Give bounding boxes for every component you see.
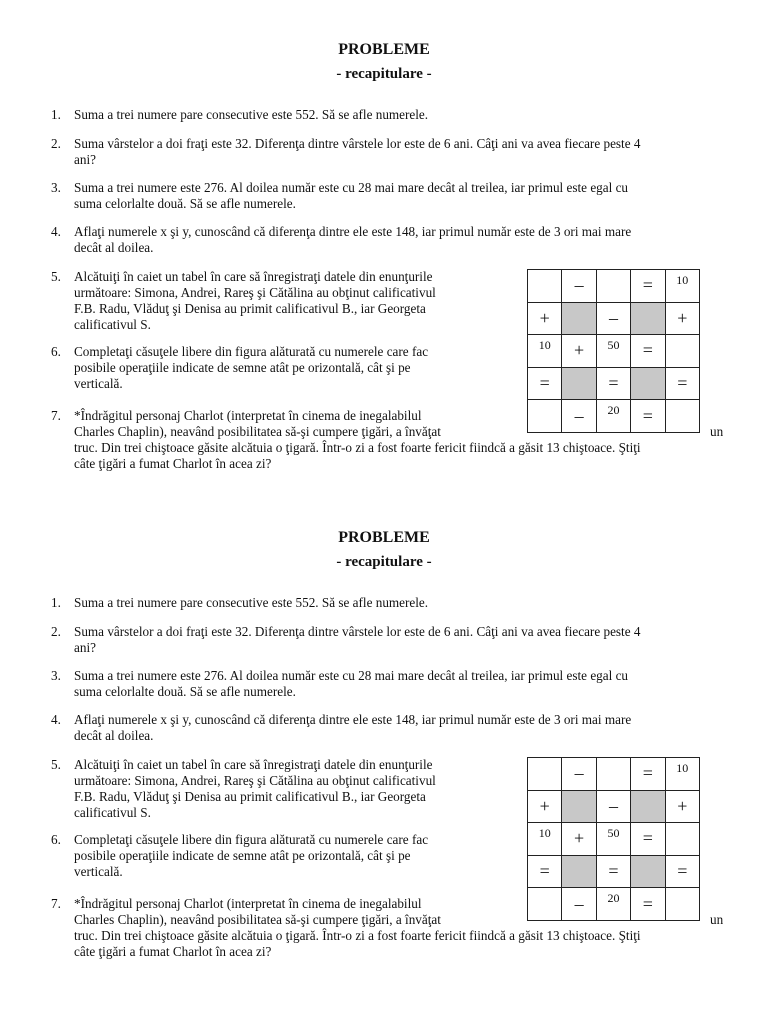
- grid-cell-empty: [596, 270, 630, 303]
- problem-text-line: Completaţi căsuţele libere din figura alăturată cu numerele care fac: [74, 344, 429, 359]
- grid-cell-empty: [528, 758, 562, 791]
- problem-text-line: truc. Din trei chiştoace găsite alcătuia o ţigară. Într-o zi a fost foarte fericit fiindcă a găsit 13 chiştoace. Ştiţi: [74, 928, 641, 943]
- grid-cell-empty: [528, 400, 562, 433]
- problem-text-line: Alcătuiţi în caiet un tabel în care să înregistraţi datele din enunţurile: [74, 269, 433, 284]
- grid-row: [528, 367, 700, 400]
- operations-grid: [527, 269, 700, 433]
- grid-cell-plus: +: [562, 335, 596, 368]
- grid-cell-empty: [665, 823, 699, 856]
- problem-number: 6.: [51, 832, 61, 847]
- grid-row: [528, 888, 700, 921]
- grid-cell-minus: –: [562, 758, 596, 791]
- grid-row: [528, 758, 700, 791]
- problem-3: [51, 668, 739, 700]
- page-title: PROBLEME: [338, 41, 430, 58]
- problem-text-line: F.B. Radu, Vlăduţ şi Denisa au primit calificativul B., iar Georgeta: [74, 789, 426, 804]
- problem-text-line: suma celorlalte două. Să se afle numerele.: [74, 684, 296, 699]
- problem-text-line: câte ţigări a fumat Charlot în acea zi?: [74, 944, 272, 959]
- problem-number: 6.: [51, 344, 61, 359]
- grid-cell-empty: [596, 758, 630, 791]
- problem-3: [51, 180, 739, 212]
- grid-cell-minus: –: [596, 302, 630, 335]
- grid-cell-plus: +: [528, 790, 562, 823]
- grid-cell-equals: =: [665, 855, 699, 888]
- problem-text-line: *Îndrăgitul personaj Charlot (interpretat în cinema de inegalabilul: [74, 408, 422, 423]
- grid-cell-empty: [665, 400, 699, 433]
- grid-cell-equals: =: [631, 758, 665, 791]
- grid-cell-shaded: [631, 367, 665, 400]
- problem-6: [51, 832, 515, 880]
- problem-text-line: verticală.: [74, 376, 123, 391]
- problem-number: 4.: [51, 712, 61, 727]
- worksheet-2: [0, 528, 768, 1014]
- grid-cell-shaded: [562, 367, 596, 400]
- problem-text-line: Completaţi căsuţele libere din figura alăturată cu numerele care fac: [74, 832, 429, 847]
- problem-text-line: suma celorlalte două. Să se afle numerele.: [74, 196, 296, 211]
- problem-number: 1.: [51, 595, 61, 610]
- grid-cell-equals: =: [596, 855, 630, 888]
- grid-cell-plus: +: [528, 302, 562, 335]
- problem-number: 2.: [51, 136, 61, 151]
- grid-cell-equals: =: [631, 270, 665, 303]
- problem-number: 5.: [51, 757, 61, 772]
- problem-number: 7.: [51, 408, 61, 423]
- problem-2: [51, 136, 739, 168]
- grid-cell-empty: [528, 888, 562, 921]
- problem-text-line: *Îndrăgitul personaj Charlot (interpretat în cinema de inegalabilul: [74, 896, 422, 911]
- grid-cell-equals: =: [528, 855, 562, 888]
- problem-number: 7.: [51, 896, 61, 911]
- problem-text-line: posibile operaţiile indicate de semne atât pe orizontală, cât şi pe: [74, 848, 411, 863]
- grid-row: [528, 270, 700, 303]
- grid-row: [528, 855, 700, 888]
- page-subtitle: - recapitulare -: [336, 554, 432, 570]
- problem-text-line: Aflaţi numerele x şi y, cunoscând că diferenţa dintre ele este 148, iar primul număr este de 3 ori mai mare: [74, 712, 632, 727]
- grid-cell-shaded: [562, 790, 596, 823]
- grid-cell-plus: +: [562, 823, 596, 856]
- problem-1: [51, 107, 739, 123]
- grid-cell-empty: [528, 270, 562, 303]
- grid-cell-equals: =: [631, 888, 665, 921]
- problem-5: [51, 269, 515, 333]
- problem-1: [51, 595, 739, 611]
- problem-2: [51, 624, 739, 656]
- grid-row: [528, 335, 700, 368]
- problem-text-line: următoare: Simona, Andrei, Rareş şi Cătălina au obţinut calificativul: [74, 773, 436, 788]
- problem-text-trailing-word: un: [710, 424, 724, 439]
- problem-6: [51, 344, 515, 392]
- problem-number: 3.: [51, 180, 61, 195]
- grid-row: [528, 790, 700, 823]
- grid-cell-minus: –: [562, 270, 596, 303]
- grid-cell-number: 10: [665, 758, 699, 791]
- worksheet-1: [0, 40, 768, 526]
- problem-text-line: Charles Chaplin), neavând posibilitatea să-şi cumpere ţigări, a învăţat: [74, 912, 441, 927]
- grid-cell-equals: =: [596, 367, 630, 400]
- page-subtitle: - recapitulare -: [336, 66, 432, 82]
- problem-text-line: posibile operaţiile indicate de semne atât pe orizontală, cât şi pe: [74, 360, 411, 375]
- grid-cell-shaded: [631, 855, 665, 888]
- problem-text-line: decât al doilea.: [74, 240, 154, 255]
- problem-text-line: ani?: [74, 152, 96, 167]
- problem-text-trailing-word: un: [710, 912, 724, 927]
- problem-text-line: verticală.: [74, 864, 123, 879]
- grid-cell-equals: =: [631, 823, 665, 856]
- problem-number: 5.: [51, 269, 61, 284]
- problem-text-line: următoare: Simona, Andrei, Rareş şi Cătălina au obţinut calificativul: [74, 285, 436, 300]
- problem-text-line: Alcătuiţi în caiet un tabel în care să înregistraţi datele din enunţurile: [74, 757, 433, 772]
- grid-cell-number: 20: [596, 888, 630, 921]
- grid-cell-number: 50: [596, 335, 630, 368]
- grid-row: [528, 302, 700, 335]
- problem-5: [51, 757, 515, 821]
- grid-cell-equals: =: [631, 335, 665, 368]
- problem-text-line: Suma vârstelor a doi fraţi este 32. Diferenţa dintre vârstele lor este de 6 ani. Câţi ani va avea fiecare peste 4: [74, 624, 641, 639]
- problem-text-line: Charles Chaplin), neavând posibilitatea să-şi cumpere ţigări, a învăţat: [74, 424, 441, 439]
- problem-text-line: Aflaţi numerele x şi y, cunoscând că diferenţa dintre ele este 148, iar primul număr este de 3 ori mai mare: [74, 224, 632, 239]
- grid-cell-plus: +: [665, 302, 699, 335]
- grid-cell-shaded: [562, 302, 596, 335]
- grid-cell-empty: [665, 888, 699, 921]
- grid-cell-equals: =: [631, 400, 665, 433]
- problem-text-line: calificativul S.: [74, 805, 151, 820]
- problem-number: 1.: [51, 107, 61, 122]
- problem-text-line: calificativul S.: [74, 317, 151, 332]
- problem-text-line: truc. Din trei chiştoace găsite alcătuia o ţigară. Într-o zi a fost foarte fericit fiindcă a găsit 13 chiştoace. Ştiţi: [74, 440, 641, 455]
- grid-cell-equals: =: [528, 367, 562, 400]
- grid-row: [528, 400, 700, 433]
- grid-cell-shaded: [631, 790, 665, 823]
- problem-number: 3.: [51, 668, 61, 683]
- grid-row: [528, 823, 700, 856]
- problem-text-line: decât al doilea.: [74, 728, 154, 743]
- problem-text-line: Suma vârstelor a doi fraţi este 32. Diferenţa dintre vârstele lor este de 6 ani. Câţi ani va avea fiecare peste 4: [74, 136, 641, 151]
- grid-cell-minus: –: [562, 888, 596, 921]
- problem-text-line: F.B. Radu, Vlăduţ şi Denisa au primit calificativul B., iar Georgeta: [74, 301, 426, 316]
- grid-cell-number: 10: [528, 823, 562, 856]
- page-title: PROBLEME: [338, 529, 430, 546]
- grid-cell-shaded: [562, 855, 596, 888]
- grid-cell-number: 50: [596, 823, 630, 856]
- grid-cell-shaded: [631, 302, 665, 335]
- grid-cell-minus: –: [596, 790, 630, 823]
- problem-text-line: Suma a trei numere este 276. Al doilea număr este cu 28 mai mare decât al treilea, iar primul este egal cu: [74, 668, 629, 683]
- problem-text-line: ani?: [74, 640, 96, 655]
- problem-text-line: câte ţigări a fumat Charlot în acea zi?: [74, 456, 272, 471]
- grid-cell-minus: –: [562, 400, 596, 433]
- problem-text-line: Suma a trei numere este 276. Al doilea număr este cu 28 mai mare decât al treilea, iar primul este egal cu: [74, 180, 629, 195]
- grid-cell-number: 10: [528, 335, 562, 368]
- grid-cell-number: 20: [596, 400, 630, 433]
- problem-4: [51, 224, 739, 256]
- grid-cell-equals: =: [665, 367, 699, 400]
- problem-text-line: Suma a trei numere pare consecutive este 552. Să se afle numerele.: [74, 595, 429, 610]
- operations-grid: [527, 757, 700, 921]
- problem-text-line: Suma a trei numere pare consecutive este 552. Să se afle numerele.: [74, 107, 429, 122]
- grid-cell-number: 10: [665, 270, 699, 303]
- problem-number: 2.: [51, 624, 61, 639]
- grid-cell-empty: [665, 335, 699, 368]
- problem-number: 4.: [51, 224, 61, 239]
- problem-4: [51, 712, 739, 744]
- grid-cell-plus: +: [665, 790, 699, 823]
